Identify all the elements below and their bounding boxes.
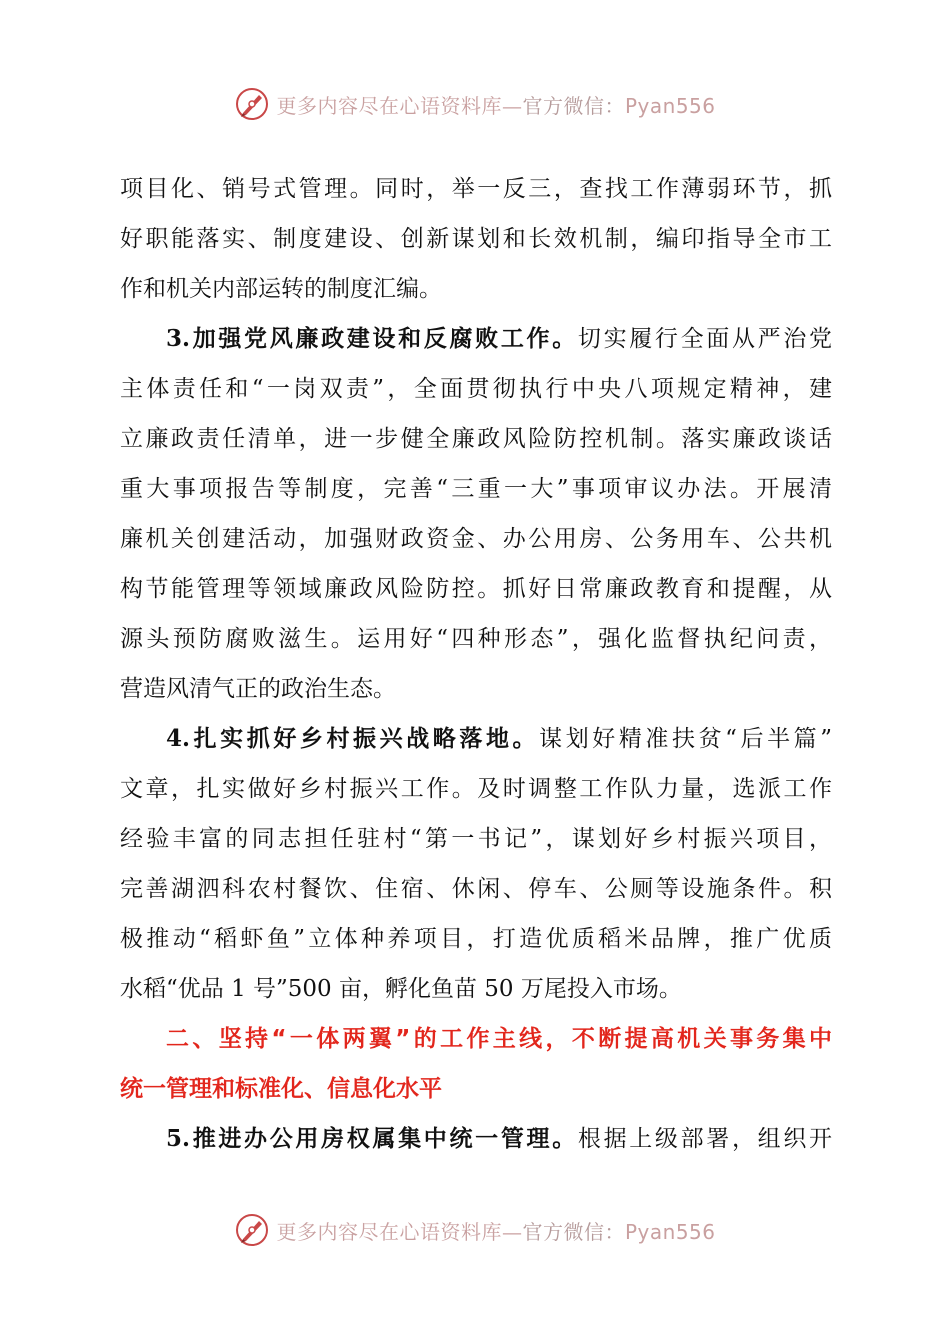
- pen-logo-icon: [234, 1212, 270, 1248]
- banner-text: [276, 1216, 715, 1245]
- header-watermark-banner: [0, 84, 950, 124]
- pen-logo-icon: [234, 86, 270, 122]
- item-4-first-line: [120, 714, 832, 764]
- text-line: 重大事项报告等制度，完善“三重一大”事项审议办法。开展清: [120, 476, 832, 502]
- banner-wechat-label: 官方微信：: [522, 93, 625, 118]
- text-line: 作和机关内部运转的制度汇编。: [120, 276, 442, 302]
- item-3-title: 3.加强党风廉政建设和反腐败工作。: [166, 325, 578, 352]
- text-line: 经验丰富的同志担任驻村“第一书记”，谋划好乡村振兴项目，: [120, 826, 832, 852]
- item-5-title: 5.推进办公用房权属集中统一管理。: [166, 1125, 578, 1152]
- banner-site: 更多内容尽在心语资料库: [276, 1219, 502, 1244]
- item-4-lead: 谋划好精准扶贫“后半篇”: [539, 726, 832, 752]
- text-line: 好职能落实、制度建设、创新谋划和长效机制，编印指导全市工: [120, 226, 832, 252]
- item-5-first-line: [120, 1114, 832, 1164]
- item-5-lead: 根据上级部署，组织开: [577, 1126, 832, 1152]
- text-line: 极推动“稻虾鱼”立体种养项目，打造优质稻米品牌，推广优质: [120, 926, 832, 952]
- banner-wechat-label: 官方微信：: [522, 1219, 625, 1244]
- banner-wechat-id: Pyan556: [624, 1219, 716, 1244]
- section-heading-2: 二、坚持“一体两翼”的工作主线，不断提高机关事务集中: [166, 1026, 832, 1052]
- document-body: [120, 164, 832, 1164]
- item-3-lead: 切实履行全面从严治党: [577, 326, 832, 352]
- text-line: 完善湖泗科农村餐饮、住宿、休闲、停车、公厕等设施条件。积: [120, 876, 832, 902]
- section-heading-2-cont: 统一管理和标准化、信息化水平: [120, 1076, 442, 1102]
- text-line: 构节能管理等领域廉政风险防控。抓好日常廉政教育和提醒，从: [120, 576, 832, 602]
- banner-dash: —: [501, 1219, 523, 1244]
- text-line: 源头预防腐败滋生。运用好“四种形态”，强化监督执纪问责，: [120, 626, 832, 652]
- text-line: 主体责任和“一岗双责”，全面贯彻执行中央八项规定精神，建: [120, 376, 832, 402]
- banner-wechat-id: Pyan556: [624, 93, 716, 118]
- text-line: 营造风清气正的政治生态。: [120, 676, 396, 702]
- footer-watermark-banner: [0, 1210, 950, 1250]
- banner-dash: —: [501, 93, 523, 118]
- item-4-title: 4.扎实抓好乡村振兴战略落地。: [166, 725, 540, 752]
- text-line: 廉机关创建活动，加强财政资金、办公用房、公务用车、公共机: [120, 526, 832, 552]
- text-line: 立廉政责任清单，进一步健全廉政风险防控机制。落实廉政谈话: [120, 426, 832, 452]
- banner-text: [276, 90, 715, 119]
- text-line: 水稻“优品 1 号”500 亩，孵化鱼苗 50 万尾投入市场。: [120, 976, 682, 1002]
- item-3-first-line: [120, 314, 832, 364]
- text-line: 文章，扎实做好乡村振兴工作。及时调整工作队力量，选派工作: [120, 776, 832, 802]
- banner-site: 更多内容尽在心语资料库: [276, 93, 502, 118]
- text-line: 项目化、销号式管理。同时，举一反三，查找工作薄弱环节，抓: [120, 176, 832, 202]
